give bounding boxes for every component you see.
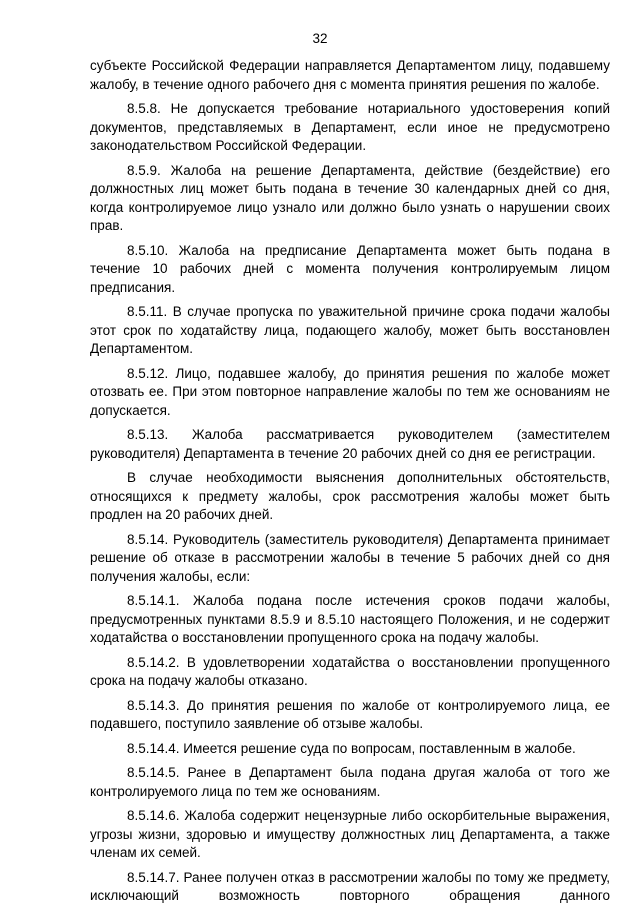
paragraph-8-5-12: 8.5.12. Лицо, подавшее жалобу, до принятия решения по жалобе может отозвать ее. При этом повторное направление жалобы по тем же основаниям не допускается. — [90, 365, 610, 418]
paragraph-8-5-14-7: 8.5.14.7. Ранее получен отказ в рассмотрении жалобы по тому же предмету, исключающий возможность повторного обращения данного — [90, 869, 610, 903]
paragraph-continuation: субъекте Российской Федерации направляется Департаментом лицу, подавшему жалобу, в течение одного рабочего дня с момента принятия решения по жалобе. — [90, 58, 610, 92]
paragraph-8-5-8: 8.5.8. Не допускается требование нотариального удостоверения копий документов, представляемых в Департамент, если иное не предусмотрено законодательством Российской Федерации. — [90, 101, 610, 153]
paragraph-8-5-14-2: 8.5.14.2. В удовлетворении ходатайства о восстановлении пропущенного срока на подачу жалобы отказано. — [90, 654, 610, 688]
paragraph-8-5-14-6: 8.5.14.6. Жалоба содержит нецензурные либо оскорбительные выражения, угрозы жизни, здоровью и имуществу должностных лиц Департамента, а также членам их семей. — [90, 808, 610, 860]
paragraph-8-5-14-1: 8.5.14.1. Жалоба подана после истечения сроков подачи жалобы, предусмотренных пунктами 8.5.9 и 8.5.10 настоящего Положения, и не содержит ходатайства о восстановлении пропущенного срока на подачу жалобы. — [90, 593, 610, 645]
paragraph-8-5-14-4: 8.5.14.4. Имеется решение суда по вопросам, поставленным в жалобе. — [127, 740, 576, 756]
paragraph-8-5-9: 8.5.9. Жалоба на решение Департамента, действие (бездействие) его должностных лиц может быть подана в течение 30 календарных дней со дня, когда контролируемое лицо узнало или должно было узнать о нарушении своих прав. — [90, 162, 610, 233]
paragraph-8-5-14: 8.5.14. Руководитель (заместитель руководителя) Департамента принимает решение об отказе в рассмотрении жалобы в течение 5 рабочих дней со дня получения жалобы, если: — [90, 531, 610, 584]
paragraph-8-5-13: 8.5.13. Жалоба рассматривается руководителем (заместителем руководителя) Департамента в течение 20 рабочих дней со дня ее регистрации. — [90, 427, 610, 461]
paragraph-8-5-10: 8.5.10. Жалоба на предписание Департамента может быть подана в течение 10 рабочих дней с момента получения контролируемым лицом предписания. — [90, 242, 610, 295]
page-number: 32 — [312, 31, 328, 46]
paragraph-8-5-14-3: 8.5.14.3. До принятия решения по жалобе от контролируемого лица, ее подавшего, поступило заявление об отзыве жалобы. — [90, 697, 610, 731]
document-body — [90, 57, 610, 912]
paragraph-8-5-13-extension: В случае необходимости выяснения дополнительных обстоятельств, относящихся к предмету жалобы, срок рассмотрения жалобы может быть продлен на 20 рабочих дней. — [90, 470, 610, 522]
paragraph-8-5-14-5: 8.5.14.5. Ранее в Департамент была подана другая жалоба от того же контролируемого лица по тем же основаниям. — [90, 765, 610, 799]
paragraph-8-5-11: 8.5.11. В случае пропуска по уважительной причине срока подачи жалобы этот срок по ходатайству лица, подающего жалобу, может быть восстановлен Департаментом. — [90, 304, 610, 356]
